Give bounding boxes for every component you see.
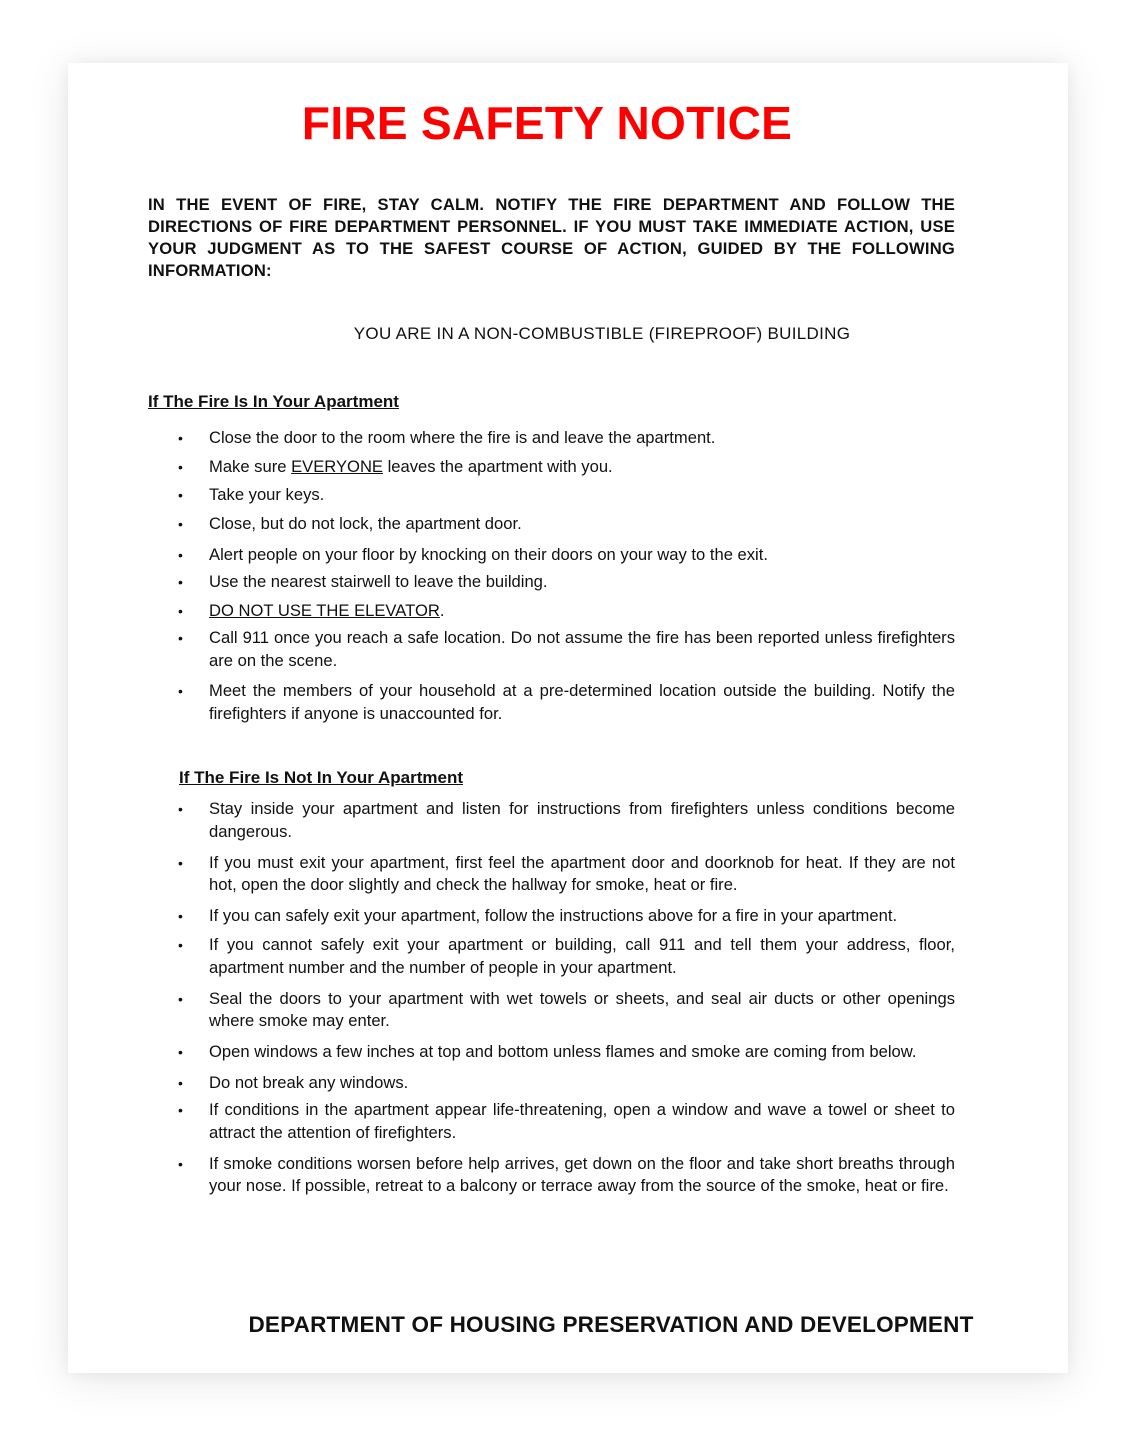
list-item-text: leaves the apartment with you. <box>383 457 613 476</box>
list-item-text: Make sure <box>209 457 292 476</box>
list-item-text: Take your keys. <box>209 485 325 504</box>
list-item <box>178 1153 955 1198</box>
bullet-icon: • <box>178 430 183 446</box>
bullet-icon: • <box>178 1102 183 1118</box>
list-item-text: Call 911 once you reach a safe location. Do not assume the fire has been reported unless firefighters are on the scene. <box>209 628 955 670</box>
bullet-icon: • <box>178 1044 183 1060</box>
emphasis-text: EVERYONE <box>291 457 383 476</box>
list-item-text: If you cannot safely exit your apartment or building, call 911 and tell them your address, floor, apartment number and the number of people in your apartment. <box>209 935 955 977</box>
list-item <box>178 905 955 928</box>
bullet-icon: • <box>178 487 183 503</box>
section-heading-fire-not-in-apartment: If The Fire Is Not In Your Apartment <box>179 768 463 787</box>
list-item-text: Alert people on your floor by knocking on their doors on your way to the exit. <box>209 545 768 564</box>
notice-page <box>68 63 1068 1373</box>
section-heading-fire-in-apartment: If The Fire Is In Your Apartment <box>148 392 399 411</box>
department-footer: DEPARTMENT OF HOUSING PRESERVATION AND DEVELOPMENT <box>248 1312 974 1337</box>
list-item <box>178 571 955 594</box>
list-item-text: Close, but do not lock, the apartment door. <box>209 514 522 533</box>
list-item <box>178 1072 955 1095</box>
bullet-icon: • <box>178 854 183 871</box>
bullet-icon: • <box>178 801 183 817</box>
bullet-icon: • <box>178 574 183 590</box>
list-item <box>178 600 955 623</box>
notice-title: FIRE SAFETY NOTICE <box>301 97 793 149</box>
list-item-text: If you can safely exit your apartment, follow the instructions above for a fire in your apartment. <box>209 906 898 925</box>
list-item <box>178 798 955 843</box>
list-item-text: Meet the members of your household at a pre-determined location outside the building. Notify the firefighters if anyone is unaccounted for. <box>209 681 955 723</box>
bullet-icon: • <box>178 630 183 646</box>
list-item <box>178 1099 955 1144</box>
bullet-icon: • <box>178 990 183 1007</box>
list-item-text: If smoke conditions worsen before help arrives, get down on the floor and take short breaths through your nose. If possible, retreat to a balcony or terrace away from the source of the smoke, heat or fire. <box>209 1153 955 1195</box>
bullet-icon: • <box>178 1155 183 1172</box>
bullet-icon: • <box>178 683 183 699</box>
bullet-icon: • <box>178 547 183 563</box>
list-item <box>178 484 955 507</box>
building-type-statement: YOU ARE IN A NON-COMBUSTIBLE (FIREPROOF) BUILDING <box>353 324 851 343</box>
fire-not-in-apartment-list <box>178 798 955 1198</box>
bullet-icon: • <box>178 937 183 953</box>
list-item-text: If conditions in the apartment appear life-threatening, open a window and wave a towel or sheet to attract the attention of firefighters. <box>209 1100 955 1142</box>
list-item <box>178 544 955 567</box>
list-item <box>178 1041 955 1064</box>
list-item <box>178 427 955 450</box>
list-item-text: Use the nearest stairwell to leave the building. <box>209 572 548 591</box>
bullet-icon: • <box>178 603 183 619</box>
list-item <box>178 934 955 979</box>
list-item-text: Open windows a few inches at top and bottom unless flames and smoke are coming from below. <box>209 1042 917 1061</box>
intro-paragraph: IN THE EVENT OF FIRE, STAY CALM. NOTIFY THE FIRE DEPARTMENT AND FOLLOW THE DIRECTIONS OF FIRE DEPARTMENT PERSONNEL. IF YOU MUST TAKE IMMEDIATE ACTION, USE YOUR JUDGMENT AS TO THE SAFEST COURSE OF ACTION, GUIDED BY THE FOLLOWING INFORMATION: <box>148 195 955 280</box>
list-item-text: Stay inside your apartment and listen for instructions from firefighters unless conditions become dangerous. <box>209 799 955 841</box>
list-item-text: Close the door to the room where the fire is and leave the apartment. <box>209 428 716 447</box>
emphasis-text: DO NOT USE THE ELEVATOR <box>209 601 440 620</box>
bullet-icon: • <box>178 516 183 532</box>
list-item <box>178 852 955 897</box>
list-item-text: Seal the doors to your apartment with wet towels or sheets, and seal air ducts or other openings where smoke may enter. <box>209 988 955 1030</box>
list-item <box>178 456 955 479</box>
bullet-icon: • <box>178 908 183 924</box>
list-item <box>178 513 955 536</box>
bullet-icon: • <box>178 1075 183 1091</box>
list-item <box>178 627 955 672</box>
list-item-text: Do not break any windows. <box>209 1073 409 1092</box>
bullet-icon: • <box>178 459 183 475</box>
list-item-text: If you must exit your apartment, first feel the apartment door and doorknob for heat. If they are not hot, open the door slightly and check the hallway for smoke, heat or fire. <box>209 852 955 894</box>
list-item <box>178 680 955 725</box>
list-item <box>178 988 955 1033</box>
list-item-text: . <box>439 601 445 620</box>
fire-in-apartment-list <box>178 427 955 725</box>
